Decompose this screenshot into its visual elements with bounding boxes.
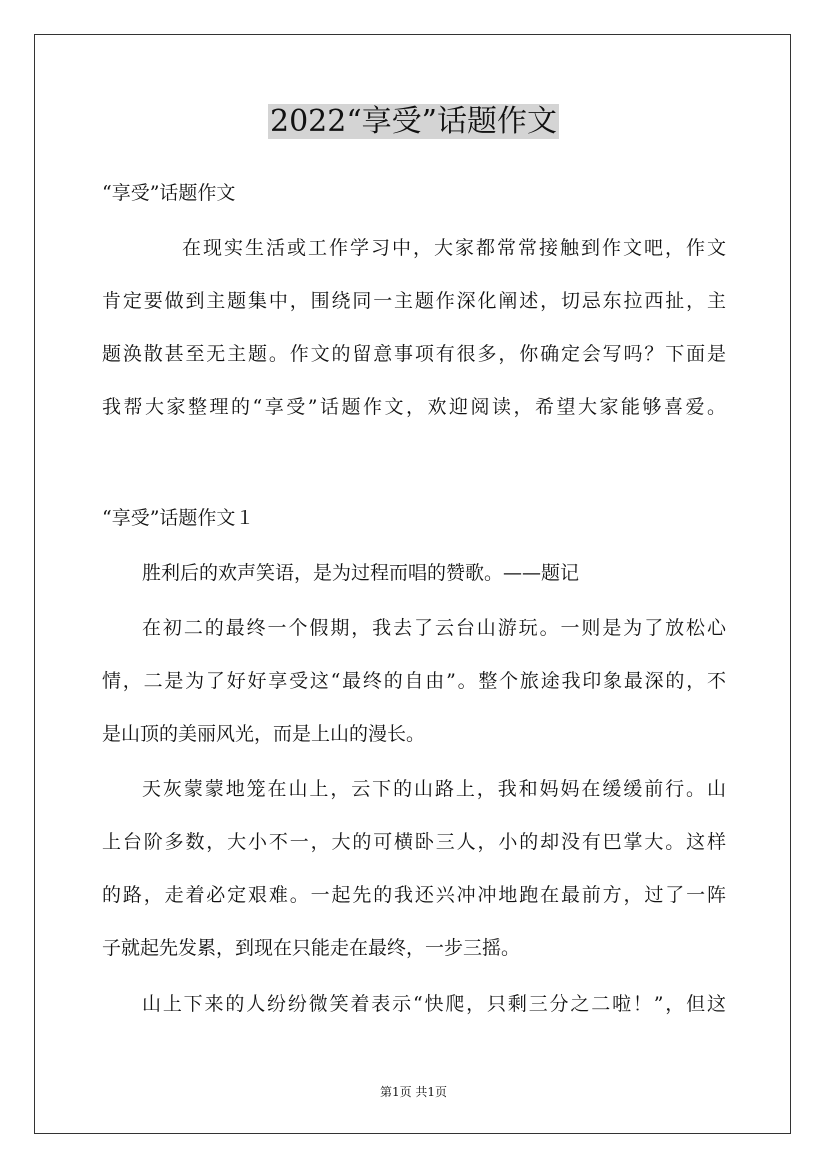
intro-line-4: 我帮大家整理的“享受”话题作文，欢迎阅读，希望大家能够喜爱。	[102, 396, 726, 418]
paragraph2-line-1: 天灰蒙蒙地笼在山上，云下的山路上，我和妈妈在缓缓前行。山	[142, 778, 726, 800]
paragraph2-line-2: 上台阶多数，大小不一，大的可横卧三人，小的却没有巴掌大。这样	[102, 831, 726, 853]
epigraph: 胜利后的欢声笑语，是为过程而唱的赞歌。——题记	[142, 562, 580, 584]
paragraph1-line-2: 情，二是为了好好享受这“最终的自由”。整个旅途我印象最深的，不	[102, 670, 726, 692]
intro-line-1: 在现实生活或工作学习中，大家都常常接触到作文吧，作文	[182, 237, 726, 259]
paragraph1-line-1: 在初二的最终一个假期，我去了云台山游玩。一则是为了放松心	[142, 617, 726, 639]
intro-line-2: 肯定要做到主题集中，围绕同一主题作深化阐述，切忌东拉西扯，主	[102, 290, 726, 312]
paragraph2-line-3: 的路，走着必定艰难。一起先的我还兴冲冲地跑在最前方，过了一阵	[102, 884, 726, 906]
paragraph2-line-4: 子就起先发累，到现在只能走在最终，一步三摇。	[102, 937, 521, 959]
subheading: “享受”话题作文	[102, 182, 236, 204]
paragraph1-line-3: 是山顶的美丽风光，而是上山的漫长。	[102, 723, 426, 745]
essay-heading: “享受”话题作文１	[102, 507, 255, 529]
intro-line-3: 题涣散甚至无主题。作文的留意事项有很多，你确定会写吗？下面是	[102, 343, 726, 365]
document-title: 2022“享受”话题作文	[269, 104, 558, 139]
paragraph3-line-1: 山上下来的人纷纷微笑着表示“快爬，只剩三分之二啦！”，但这	[142, 993, 726, 1015]
page-footer: 第1页 共1页	[379, 1085, 448, 1099]
